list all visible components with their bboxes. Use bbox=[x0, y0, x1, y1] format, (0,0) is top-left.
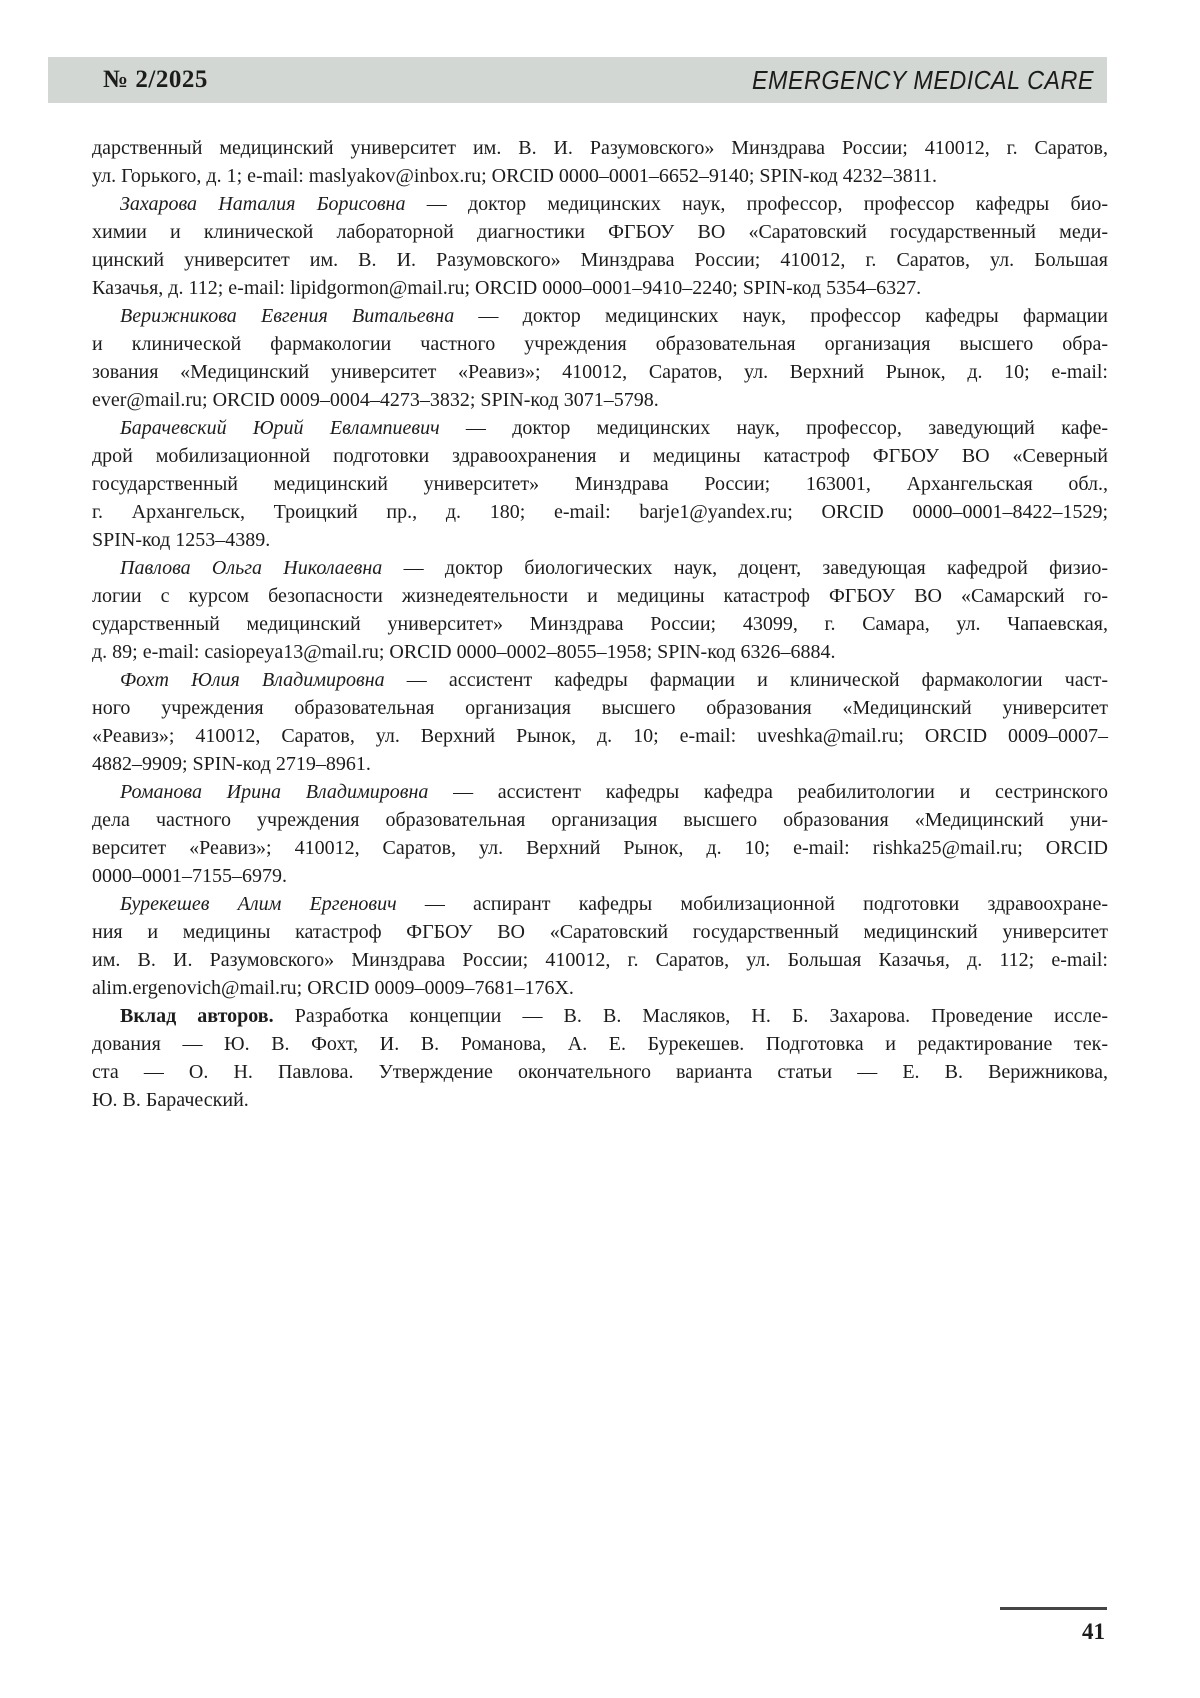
text-line bbox=[92, 330, 1108, 358]
text-segment: государственный медицинский университет» Минздрава России; 163001, Архангельская обл., bbox=[92, 473, 1108, 495]
text-segment: — доктор биологических наук, доцент, заведующая кафедрой физио- bbox=[382, 557, 1109, 579]
paragraph bbox=[92, 666, 1108, 778]
text-line bbox=[92, 442, 1108, 470]
text-line bbox=[92, 386, 1108, 414]
text-segment: зования «Медицинский университет «Реавиз»; 410012, Саратов, ул. Верхний Рынок, д. 10; e-mail: bbox=[92, 361, 1108, 383]
text-segment: им. В. И. Разумовского» Минздрава России; 410012, г. Саратов, ул. Большая Казачья, д. 112; e-mail: bbox=[92, 949, 1108, 971]
author-name: Павлова Ольга Николаевна bbox=[120, 557, 383, 579]
text-segment: ния и медицины катастроф ФГБОУ ВО «Саратовский государственный медицинский университет bbox=[92, 921, 1108, 943]
text-line bbox=[92, 498, 1108, 526]
text-segment: дования — Ю. В. Фохт, И. В. Романова, А. Е. Бурекешев. Подготовка и редактирование тек- bbox=[92, 1033, 1108, 1055]
text-line bbox=[92, 722, 1108, 750]
author-name: Захарова Наталия Борисовна bbox=[120, 193, 406, 215]
article-text bbox=[92, 134, 1108, 1114]
text-line bbox=[92, 974, 1108, 1002]
author-name: Бурекешев Алим Ергенович bbox=[120, 893, 397, 915]
text-segment: Казачья, д. 112; e-mail: lipidgormon@mail.ru; ORCID 0000–0001–9410–2240; SPIN-код 5354–6327. bbox=[92, 277, 922, 299]
text-line bbox=[92, 414, 1108, 442]
text-line bbox=[92, 302, 1108, 330]
text-segment: 0000–0001–7155–6979. bbox=[92, 865, 287, 887]
text-segment: — ассистент кафедры кафедра реабилитологии и сестринского bbox=[428, 781, 1109, 803]
text-segment: цинский университет им. В. И. Разумовского» Минздрава России; 410012, г. Саратов, ул. Большая bbox=[92, 249, 1108, 271]
paragraph bbox=[92, 778, 1108, 890]
text-line bbox=[92, 582, 1108, 610]
text-segment: Ю. В. Бараческий. bbox=[92, 1089, 249, 1111]
text-line bbox=[92, 834, 1108, 862]
text-segment: и клинической фармакологии частного учреждения образовательная организация высшего обра- bbox=[92, 333, 1108, 355]
text-segment: alim.ergenovich@mail.ru; ORCID 0009–0009–7681–176X. bbox=[92, 977, 574, 999]
text-line bbox=[92, 358, 1108, 386]
text-line bbox=[92, 218, 1108, 246]
text-line bbox=[92, 806, 1108, 834]
author-name: Барачевский Юрий Евлампиевич bbox=[120, 417, 440, 439]
text-line bbox=[92, 1058, 1108, 1086]
text-line bbox=[92, 526, 1108, 554]
text-line bbox=[92, 694, 1108, 722]
text-line bbox=[92, 162, 1108, 190]
text-line bbox=[92, 1002, 1108, 1030]
text-segment: г. Архангельск, Троицкий пр., д. 180; e-mail: barje1@yandex.ru; ORCID 0000–0001–8422–1529; bbox=[92, 501, 1108, 523]
text-line bbox=[92, 1030, 1108, 1058]
text-line bbox=[92, 554, 1108, 582]
paragraph bbox=[92, 134, 1108, 190]
paragraph bbox=[92, 1002, 1108, 1114]
text-segment: логии с курсом безопасности жизнедеятельности и медицины катастроф ФГБОУ ВО «Самарский го- bbox=[92, 585, 1108, 607]
text-segment: Разработка концепции — В. В. Масляков, Н. Б. Захарова. Проведение иссле- bbox=[273, 1005, 1109, 1027]
paragraph bbox=[92, 890, 1108, 1002]
author-name: Романова Ирина Владимировна bbox=[120, 781, 429, 803]
bold-lead: Вклад авторов. bbox=[120, 1005, 274, 1027]
text-segment: дарственный медицинский университет им. В. И. Разумовского» Минздрава России; 410012, г. Саратов, bbox=[92, 137, 1108, 159]
text-segment: — доктор медицинских наук, профессор, профессор кафедры био- bbox=[405, 193, 1108, 215]
text-line bbox=[92, 862, 1108, 890]
text-line bbox=[92, 274, 1108, 302]
text-line bbox=[92, 946, 1108, 974]
text-line bbox=[92, 190, 1108, 218]
paragraph bbox=[92, 554, 1108, 666]
paragraph bbox=[92, 414, 1108, 554]
paragraph bbox=[92, 302, 1108, 414]
text-segment: химии и клинической лабораторной диагностики ФГБОУ ВО «Саратовский государственный меди- bbox=[92, 221, 1108, 243]
journal-title: EMERGENCY MEDICAL CARE bbox=[752, 64, 1094, 95]
text-segment: д. 89; e-mail: casiopeya13@mail.ru; ORCID 0000–0002–8055–1958; SPIN-код 6326–6884. bbox=[92, 641, 836, 663]
text-segment: ул. Горького, д. 1; e-mail: maslyakov@inbox.ru; ORCID 0000–0001–6652–9140; SPIN-код 4232–3811. bbox=[92, 165, 937, 187]
text-segment: — ассистент кафедры фармации и клинической фармакологии част- bbox=[384, 669, 1108, 691]
text-segment: — доктор медицинских наук, профессор, заведующий кафе- bbox=[439, 417, 1108, 439]
text-segment: 4882–9909; SPIN-код 2719–8961. bbox=[92, 753, 371, 775]
issue-label: № 2/2025 bbox=[103, 66, 208, 93]
text-segment: ста — О. Н. Павлова. Утверждение окончательного варианта статьи — Е. В. Верижникова, bbox=[92, 1061, 1108, 1083]
header-bar bbox=[48, 57, 1107, 103]
text-segment: SPIN-код 1253–4389. bbox=[92, 529, 271, 551]
text-segment: дрой мобилизационной подготовки здравоохранения и медицины катастроф ФГБОУ ВО «Северный bbox=[92, 445, 1108, 467]
text-line bbox=[92, 610, 1108, 638]
text-line bbox=[92, 470, 1108, 498]
text-segment: — аспирант кафедры мобилизационной подготовки здравоохране- bbox=[396, 893, 1108, 915]
text-segment: ного учреждения образовательная организация высшего образования «Медицинский университет bbox=[92, 697, 1108, 719]
text-segment: ever@mail.ru; ORCID 0009–0004–4273–3832; SPIN-код 3071–5798. bbox=[92, 389, 659, 411]
author-name: Верижникова Евгения Витальевна bbox=[120, 305, 455, 327]
text-line bbox=[92, 778, 1108, 806]
text-line bbox=[92, 246, 1108, 274]
text-line bbox=[92, 134, 1108, 162]
paragraph bbox=[92, 190, 1108, 302]
text-line bbox=[92, 918, 1108, 946]
text-line bbox=[92, 750, 1108, 778]
footer-rule bbox=[1000, 1607, 1107, 1610]
author-name: Фохт Юлия Владимировна bbox=[120, 669, 385, 691]
text-line bbox=[92, 666, 1108, 694]
text-segment: — доктор медицинских наук, профессор кафедры фармации bbox=[454, 305, 1108, 327]
page-number: 41 bbox=[1082, 1619, 1105, 1644]
text-line bbox=[92, 638, 1108, 666]
text-line bbox=[92, 1086, 1108, 1114]
text-segment: сударственный медицинский университет» Минздрава России; 43099, г. Самара, ул. Чапаевская, bbox=[92, 613, 1108, 635]
text-line bbox=[92, 890, 1108, 918]
text-segment: «Реавиз»; 410012, Саратов, ул. Верхний Рынок, д. 10; e-mail: uveshka@mail.ru; ORCID 0009–0007– bbox=[92, 725, 1108, 747]
text-segment: верситет «Реавиз»; 410012, Саратов, ул. Верхний Рынок, д. 10; e-mail: rishka25@mail.ru; ORCID bbox=[92, 837, 1108, 859]
text-segment: дела частного учреждения образовательная организация высшего образования «Медицинский уни- bbox=[92, 809, 1108, 831]
